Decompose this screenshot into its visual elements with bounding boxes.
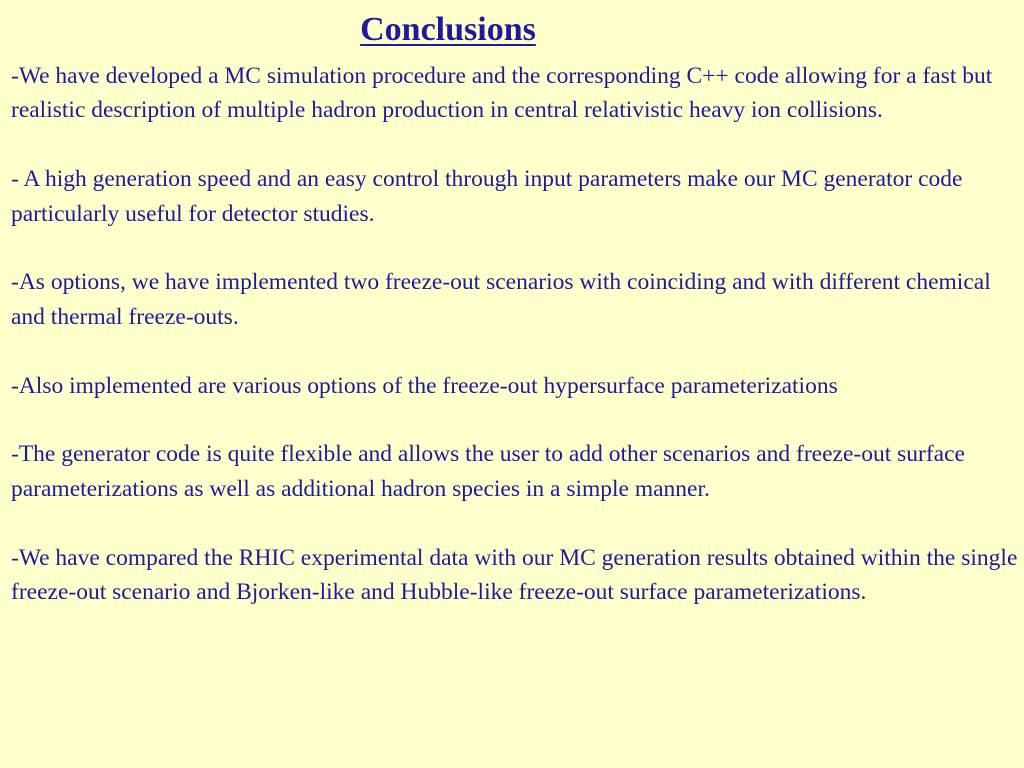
slide-title: Conclusions bbox=[360, 11, 536, 48]
conclusion-paragraph-mc-simulation: -We have developed a MC simulation procedure and the corresponding C++ code allowing for a fast but realistic description of multiple hadron production in central relativistic heavy ion collisions. bbox=[11, 63, 993, 124]
conclusions-body bbox=[11, 59, 1021, 609]
conclusion-paragraph-flexibility: -The generator code is quite flexible and allows the user to add other scenarios and freeze-out surface parameterizations as well as additional hadron species in a simple manner. bbox=[11, 441, 965, 502]
conclusion-paragraph-rhic-comparison: -We have compared the RHIC experimental data with our MC generation results obtained within the single freeze-out scenario and Bjorken-like and Hubble-like freeze-out surface parameterizations. bbox=[11, 544, 1018, 606]
conclusion-paragraph-hypersurface-options: -Also implemented are various options of the freeze-out hypersurface parameterizations bbox=[11, 372, 838, 399]
conclusion-paragraph-generation-speed: - A high generation speed and an easy control through input parameters make our MC generator code particularly useful for detector studies. bbox=[11, 166, 963, 227]
conclusion-paragraph-freeze-out-scenarios: -As options, we have implemented two freeze-out scenarios with coinciding and with different chemical and thermal freeze-outs. bbox=[11, 269, 991, 330]
